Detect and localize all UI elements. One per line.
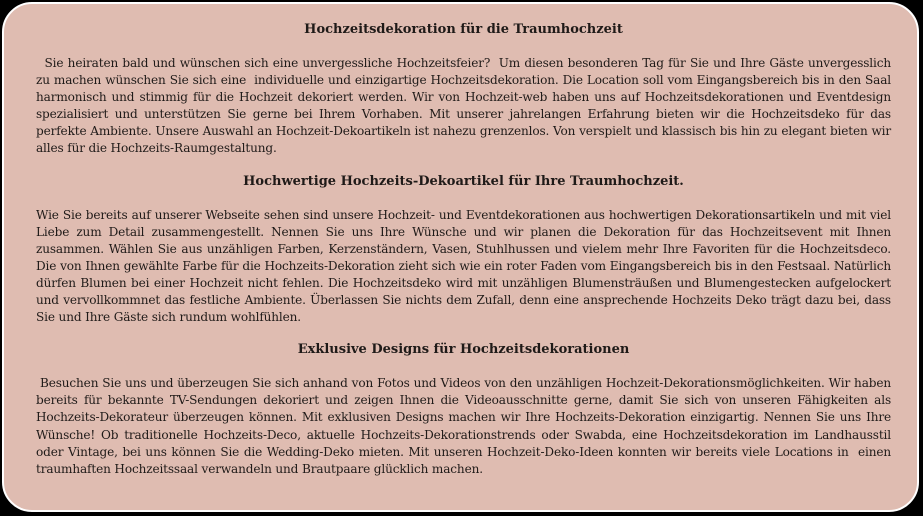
section-heading: Hochwertige Hochzeits-Dekoartikel für Ihre Traumhochzeit.: [243, 173, 684, 189]
section-exklusive-designs: [36, 342, 895, 478]
section-traumhochzeit: [36, 22, 895, 158]
section-paragraph: Sie heiraten bald und wünschen sich eine unvergessliche Hochzeitsfeier? Um diesen besonderen Tag für Sie und Ihre Gäste unvergesslich zu machen wünschen Sie sich eine individuelle und einzigartige Hochzeitsdekoration. Die Location soll vom Eingangsbereich bis in den Saal harmonisch und stimmig für die Hochzeit dekoriert werden. Wir von Hochzeit-web haben uns auf Hochzeitsdekorationen und Eventdesign spezialisiert und unterstützen Sie gerne bei Ihrem Vorhaben. Mit unserer jahrelangen Erfahrung bieten wir die Hochzeitsdeko für das perfekte Ambiente. Unsere Auswahl an Hochzeit-Dekoartikeln ist nahezu grenzenlos. Von verspielt und klassisch bis hin zu elegant bieten wir alles für die Hochzeits-Raumgestaltung.: [36, 56, 895, 156]
section-paragraph: Wie Sie bereits auf unserer Webseite sehen sind unsere Hochzeit- und Eventdekorationen aus hochwertigen Dekorationsartikeln und mit viel Liebe zum Detail zusammengestellt. Nennen Sie uns Ihre Wünsche und wir planen die Dekoration für das Hochzeitsevent mit Ihnen zusammen. Wählen Sie aus unzähligen Farben, Kerzenständern, Vasen, Stuhlhussen und vielem mehr Ihre Favoriten für die Hochzeitsdeco. Die von Ihnen gewählte Farbe für die Hochzeits-Dekoration zieht sich wie ein roter Faden vom Eingangsbereich bis in den Festsaal. Natürlich dürfen Blumen bei einer Hochzeit nicht fehlen. Die Hochzeitsdeko wird mit unzähligen Blumensträußen und Blumengestecken aufgelockert und vervollkommnet das festliche Ambiente. Überlassen Sie nichts dem Zufall, denn eine ansprechende Hochzeits Deko trägt dazu bei, dass Sie und Ihre Gäste sich rundum wohlfühlen.: [36, 207, 891, 325]
section-paragraph: Besuchen Sie uns und überzeugen Sie sich anhand von Fotos und Videos von den unzähligen Hochzeit-Dekorationsmöglichkeiten. Wir haben bereits für bekannte TV-Sendungen dekoriert und zeigen Ihnen die Videoausschnitte gerne, damit Sie sich von unseren Fähigkeiten als Hochzeits-Dekorateur überzeugen können. Mit exklusiven Designs machen wir Ihre Hochzeits-Dekoration einzigartig. Nennen Sie uns Ihre Wünsche! Ob traditionelle Hochzeits-Deco, aktuelle Hochzeits-Dekorationstrends oder Swabda, eine Hochzeitsdekoration im Landhausstil oder Vintage, bei uns können Sie die Wedding-Deko mieten. Mit unseren Hochzeit-Deko-Ideen konnten wir bereits viele Locations in einen traumhaften Hochzeitssaal verwandeln und Brautpaare glücklich machen.: [36, 376, 895, 476]
section-heading: Hochzeitsdekoration für die Traumhochzeit: [304, 22, 623, 37]
section-dekoartikel: [36, 174, 891, 327]
content-card: [2, 2, 919, 512]
section-heading: Exklusive Designs für Hochzeitsdekorationen: [297, 342, 630, 358]
